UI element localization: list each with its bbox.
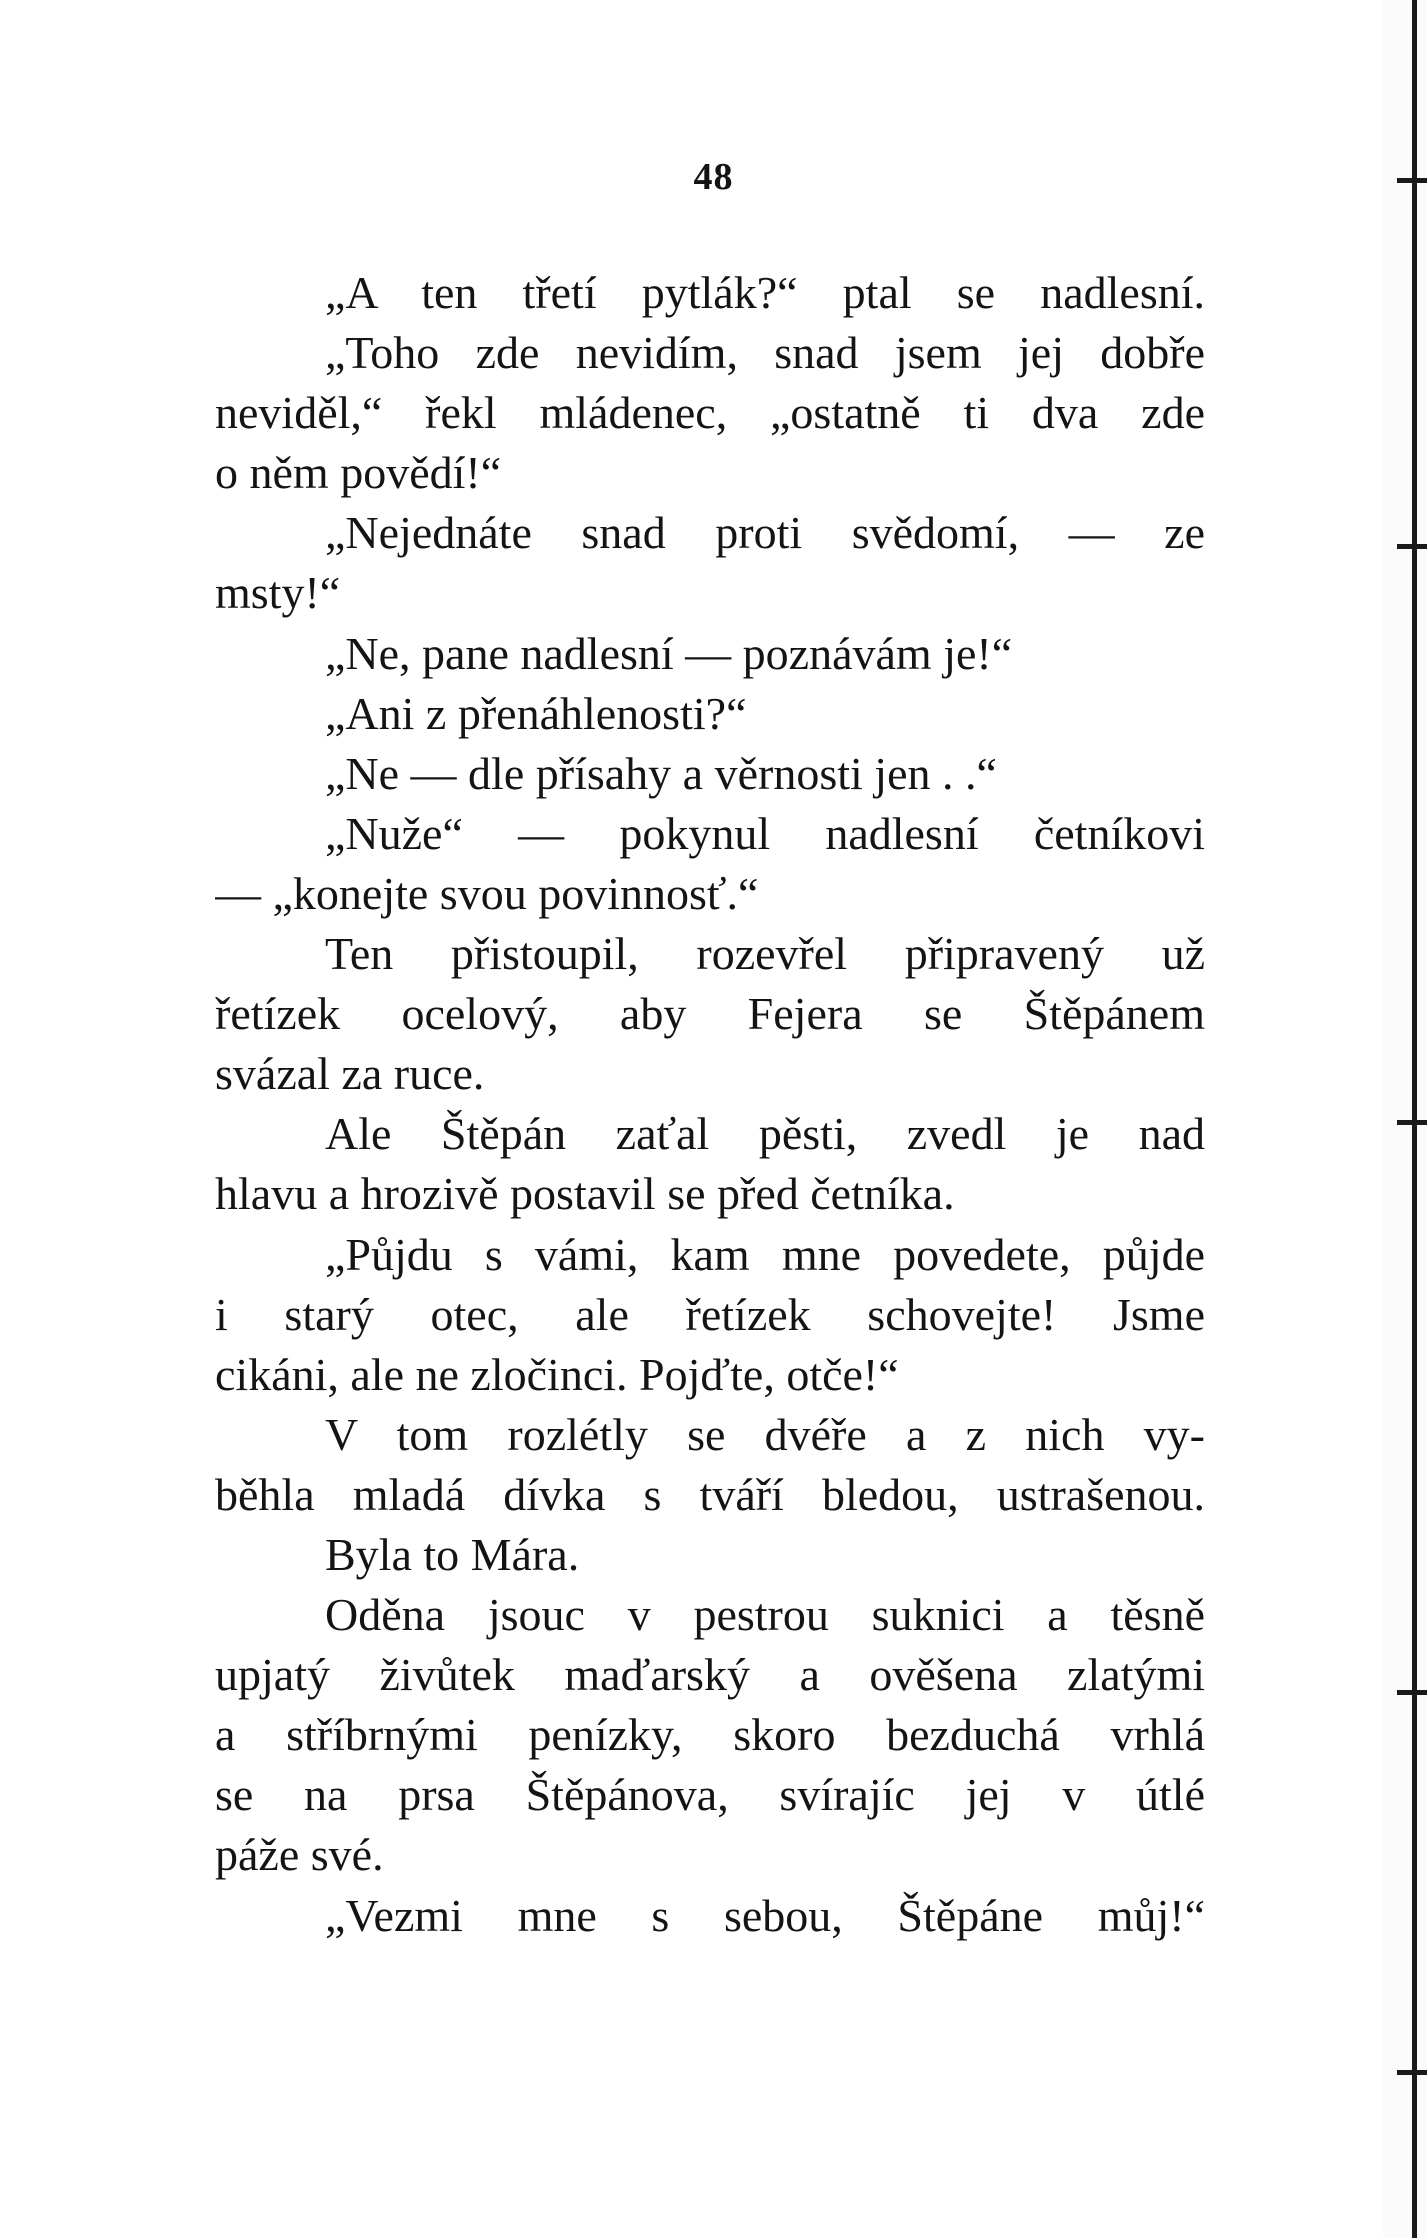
text-line: upjatý živůtek maďarský a ověšena zlatými <box>215 1649 1205 1701</box>
text-line: — „konejte svou povinnosť.“ <box>215 867 759 919</box>
body-text <box>215 263 1205 1946</box>
edge-tick <box>1397 1120 1427 1125</box>
text-line: běhla mladá dívka s tváří bledou, ustrašenou. <box>215 1468 1205 1520</box>
text-line: Ale Štěpán zaťal pěsti, zvedl je nad <box>325 1108 1205 1160</box>
edge-tick <box>1397 178 1427 183</box>
text-line: Oděna jsouc v pestrou suknici a těsně <box>325 1589 1205 1641</box>
text-line: i starý otec, ale řetízek schovejte! Jsme <box>215 1288 1205 1340</box>
text-line: hlavu a hrozivě postavil se před četníka. <box>215 1168 955 1220</box>
text-line: „Nuže“ — pokynul nadlesní četníkovi <box>325 807 1205 859</box>
text-line: „Vezmi mne s sebou, Štěpáne můj!“ <box>325 1889 1205 1941</box>
text-line: „Ne — dle přísahy a věrnosti jen . .“ <box>325 747 997 799</box>
text-line: se na prsa Štěpánova, svírajíc jej v útlé <box>215 1769 1205 1821</box>
edge-tick <box>1397 1690 1427 1695</box>
text-line: V tom rozlétly se dvéře a z nich vy- <box>325 1408 1205 1460</box>
text-line: „Toho zde nevidím, snad jsem jej dobře <box>325 327 1205 379</box>
text-line: „Půjdu s vámi, kam mne povedete, půjde <box>325 1228 1205 1280</box>
text-line: msty!“ <box>215 567 341 619</box>
page-number: 48 <box>693 156 734 198</box>
text-line: páže své. <box>215 1829 384 1881</box>
edge-tick <box>1397 2070 1427 2075</box>
text-line: „A ten třetí pytlák?“ ptal se nadlesní. <box>325 267 1205 318</box>
text-line: „Nejednáte snad proti svědomí, — ze <box>325 507 1205 559</box>
text-line: řetízek ocelový, aby Fejera se Štěpánem <box>215 988 1205 1040</box>
text-line: „Ne, pane nadlesní — poznávám je!“ <box>325 627 1013 679</box>
text-line: cikáni, ale ne zločinci. Pojďte, otče!“ <box>215 1348 899 1400</box>
text-line: o něm povědí!“ <box>215 447 502 499</box>
text-line: Byla to Mára. <box>325 1528 580 1580</box>
text-line: a stříbrnými penízky, skoro bezduchá vrhlá <box>215 1709 1205 1761</box>
edge-tick <box>1397 544 1427 549</box>
binding-edge-line <box>1412 0 1417 2238</box>
text-line: „Ani z přenáhlenosti?“ <box>325 687 747 739</box>
text-line: Ten přistoupil, rozevřel připravený už <box>325 928 1205 980</box>
text-line: neviděl,“ řekl mládenec, „ostatně ti dva zde <box>215 387 1205 439</box>
scan-edge <box>1383 0 1427 2238</box>
text-line: svázal za ruce. <box>215 1048 485 1100</box>
